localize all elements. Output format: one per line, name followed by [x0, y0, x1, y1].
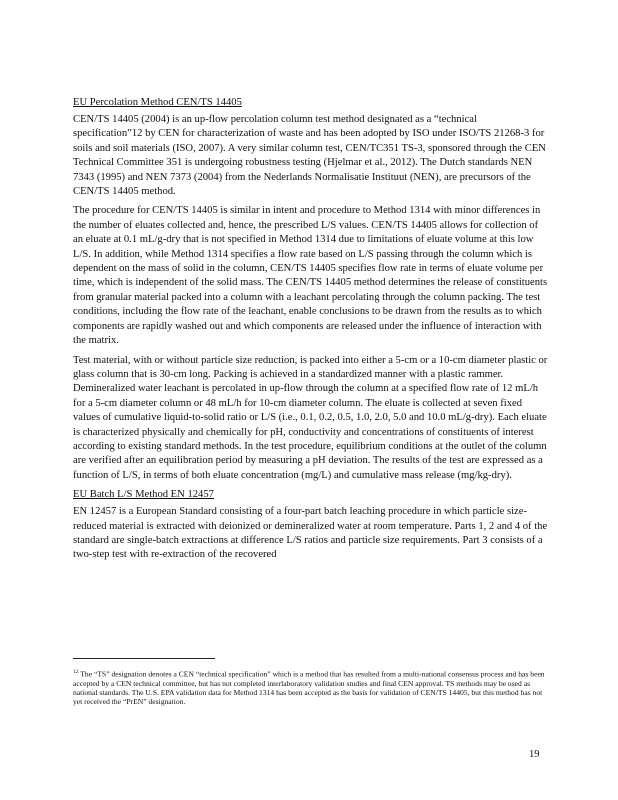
page-number: 19 — [529, 749, 540, 760]
section-heading-percolation: EU Percolation Method CEN/TS 14405 — [73, 97, 242, 108]
footnote-marker: 12 — [73, 669, 79, 675]
page-body — [73, 96, 548, 568]
paragraph-1: CEN/TS 14405 (2004) is an up-flow percolation column test method designated as a “technical specification”12 by CEN for characterization of waste and has been adopted by ISO under ISO/TS 21268-3 for soils and soil materials (ISO, 2007). A very similar column test, CEN/TC351 TS-3, sponsored through the CEN Technical Committee 351 is undergoing robustness testing (Hjelmar et al., 2012). The Dutch standards NEN 7343 (1995) and NEN 7373 (2004) from the Nederlands Normalisatie Instituut (NEN), are precursors of the CEN/TS 14405 method. — [73, 114, 546, 198]
paragraph-2: The procedure for CEN/TS 14405 is similar in intent and procedure to Method 1314 with minor differences in the number of eluates collected and, hence, the prescribed L/S values. CEN/TS 14405 allows for collection of an eluate at 0.1 mL/g-dry that is not specified in Method 1314 due to limitations of eluate volume at this low L/S. In addition, while Method 1314 specifies a flow rate based on L/S passing through the column which is dependent on the mass of solid in the column, CEN/TS 14405 specifies flow rate in terms of eluate volume per time, which is independent of the solid mass. The CEN/TS 14405 method determines the release of constituents from granular material packed into a column with a leachant percolating through the column packing. The test conditions, including the flow rate of the leachant, enable conclusions to be drawn from the results as to which components are rapidly washed out and which components are released under the influence of interaction with the matrix. — [73, 205, 548, 347]
footnote — [73, 668, 548, 706]
paragraph-3: Test material, with or without particle size reduction, is packed into either a 5-cm or a 10-cm diameter plastic or glass column that is 30-cm long. Packing is achieved in a standardized manner with a plastic rammer. Demineralized water leachant is percolated in up-flow through the column at a specified flow rate of 12 mL/h for a 5-cm diameter column or 48 mL/h for 10-cm diameter column. The eluate is collected at seven fixed values of cumulative liquid-to-solid ratio or L/S (i.e., 0.1, 0.2, 0.5, 1.0, 2.0, 5.0 and 10.0 mL/g-dry). Each eluate is characterized physically and chemically for pH, conductivity and concentrations of constituents of interest according to existing standard methods. In the test procedure, equilibrium conditions at the outlet of the column are verified after an equilibration period by measuring a pH deviation. The results of the test are expressed as a function of L/S, in terms of both eluate concentration (mg/L) and cumulative mass release (mg/kg-dry). — [73, 354, 548, 481]
footnote-separator — [73, 658, 215, 659]
section-heading-batch: EU Batch L/S Method EN 12457 — [73, 489, 214, 501]
paragraph-4: EN 12457 is a European Standard consisting of a four-part batch leaching procedure in which particle size-reduced material is extracted with deionized or demineralized water at room temperature. Parts 1, 2 and 4 of the standard are single-batch extractions at difference L/S ratios and particle size requirements. Part 3 consists of a two-step test with re-extraction of the recovered — [73, 506, 548, 561]
footnote-text: The “TS” designation denotes a CEN “technical specification” which is a method that has resulted from a multi-national consensus process and has been accepted by a CEN technical committee, but has not completed interlaboratory validation studies and final CEN approval. TS methods may be used as national standards. The U.S. EPA validation data for Method 1314 has been accepted as the basis for validation of CEN/TS 14405, but this method has not yet received the “PrEN” designation. — [73, 669, 545, 706]
